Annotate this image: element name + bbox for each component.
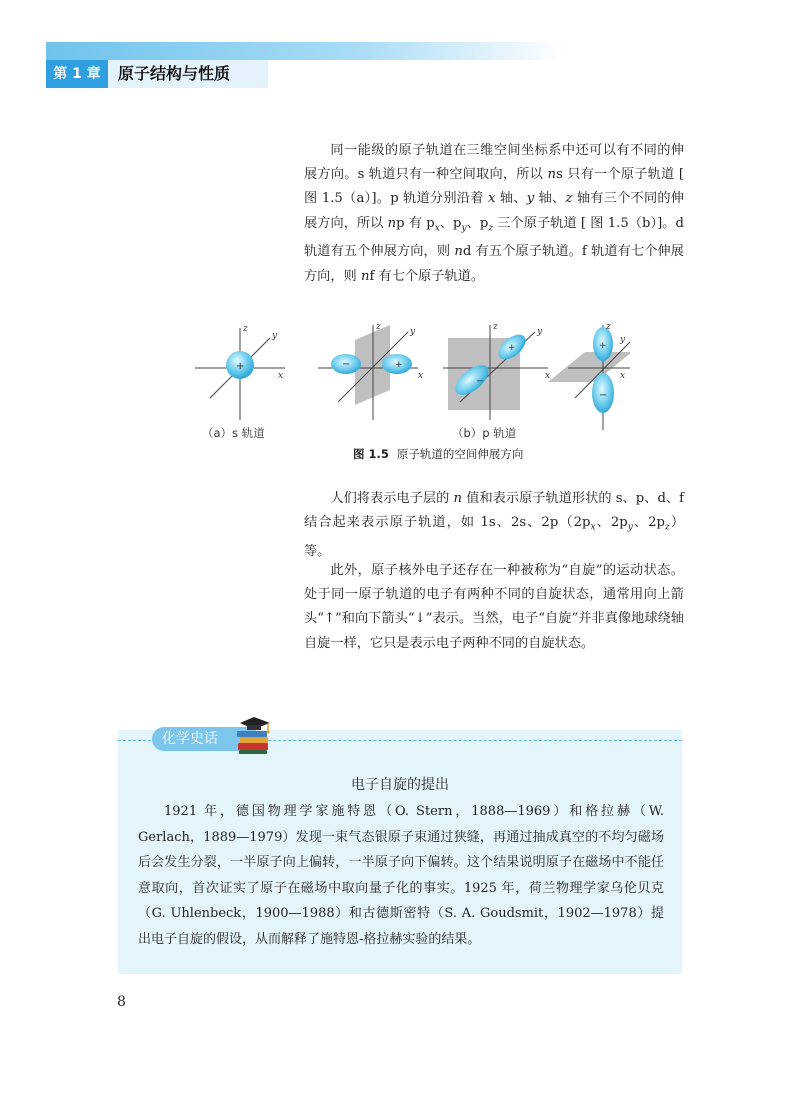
paragraph-electron-spin: 此外，原子核外电子还存在一种被称为“自旋”的运动状态。处于同一原子轨道的电子有两种不同的自旋状态，通常用向上箭头“↑”和向下箭头“↓”表示。当然，电子“自旋”并非真像地球绕轴自旋一样，它只是表示电子两种不同的自旋状态。	[304, 563, 684, 651]
py-orbital-diagram	[443, 322, 550, 420]
history-tag: 化学史话	[152, 727, 256, 751]
books-graduation-cap-icon	[232, 713, 276, 757]
figure-number: 图 1.5	[353, 447, 389, 461]
caption-s-orbital: （a）s 轨道	[202, 426, 265, 440]
chapter-label: 第 1 章	[46, 60, 108, 88]
page-number: 8	[117, 994, 126, 1010]
axis-label-z: z	[606, 322, 611, 332]
minus-sign: −	[476, 376, 485, 387]
chapter-title: 原子结构与性质	[108, 60, 268, 88]
axis-label-x: x	[278, 371, 284, 381]
px-orbital-diagram	[318, 322, 423, 420]
minus-sign: −	[599, 390, 608, 401]
axis-label-y: y	[272, 331, 278, 341]
figure-caption	[353, 446, 523, 462]
header-gradient-bar	[46, 42, 566, 60]
axis-label-x: x	[620, 371, 626, 381]
paragraph-orbital-directions: 同一能级的原子轨道在三维空间坐标系中还可以有不同的伸展方向。s 轨道只有一种空间取向，所以 ns 只有一个原子轨道 [ 图 1.5（a）]。p 轨道分别沿着 x 轴、y 轴、z 轴有三个不同的伸展方向，所以 np 有 $p_x$、$p_y$、$p_z$ 三个原子轨道 [ 图 1.5（b）]。d 轨道有五个伸展方向，则 nd 有五个原子轨道。f 轨道有七个伸展方向，则 nf 有七个原子轨道。	[304, 143, 685, 284]
plus-sign: +	[236, 361, 245, 372]
caption-p-orbital: （b）p 轨道	[452, 426, 517, 440]
plus-sign: +	[508, 343, 516, 353]
axis-label-x: x	[545, 371, 551, 381]
axis-label-y: y	[410, 327, 416, 337]
pz-orbital-diagram	[548, 322, 630, 430]
history-body: 1921 年，德国物理学家施特恩（O. Stern，1888—1969）和格拉赫（W. Gerlach，1889—1979）发现一束气态银原子束通过狭缝，再通过抽成真空的不均匀磁场后会发生分裂，一半原子向上偏转，一半原子向下偏转。这个结果说明原子在磁场中不能任意取向，首次证实了原子在磁场中取向量子化的事实。1925 年，荷兰物理学家乌伦贝克（G. Uhlenbeck，1900—1988）和古德斯密特（S. A. Goudsmit，1902—1978）提出电子自旋的假设，从而解释了施特恩-格拉赫实验的结果。	[138, 804, 664, 947]
figure-caption-text: 原子轨道的空间伸展方向	[396, 447, 524, 461]
paragraph-orbital-notation: 人们将表示电子层的 n 值和表示原子轨道形状的 s、p、d、f 结合起来表示原子轨道，如 1s、2s、$2p(2p_x$、$2p_y$、$2p_z$）等。	[304, 491, 685, 560]
minus-sign: −	[342, 359, 351, 370]
plus-sign: +	[395, 360, 403, 370]
axis-label-z: z	[243, 324, 248, 334]
axis-label-x: x	[418, 371, 424, 381]
plus-sign: +	[599, 341, 607, 351]
axis-label-z: z	[376, 322, 381, 332]
history-title: 电子自旋的提出	[351, 777, 449, 793]
axis-label-z: z	[493, 322, 498, 332]
axis-label-y: y	[537, 327, 543, 337]
axis-label-y: y	[620, 335, 626, 345]
s-orbital-diagram	[195, 324, 285, 420]
